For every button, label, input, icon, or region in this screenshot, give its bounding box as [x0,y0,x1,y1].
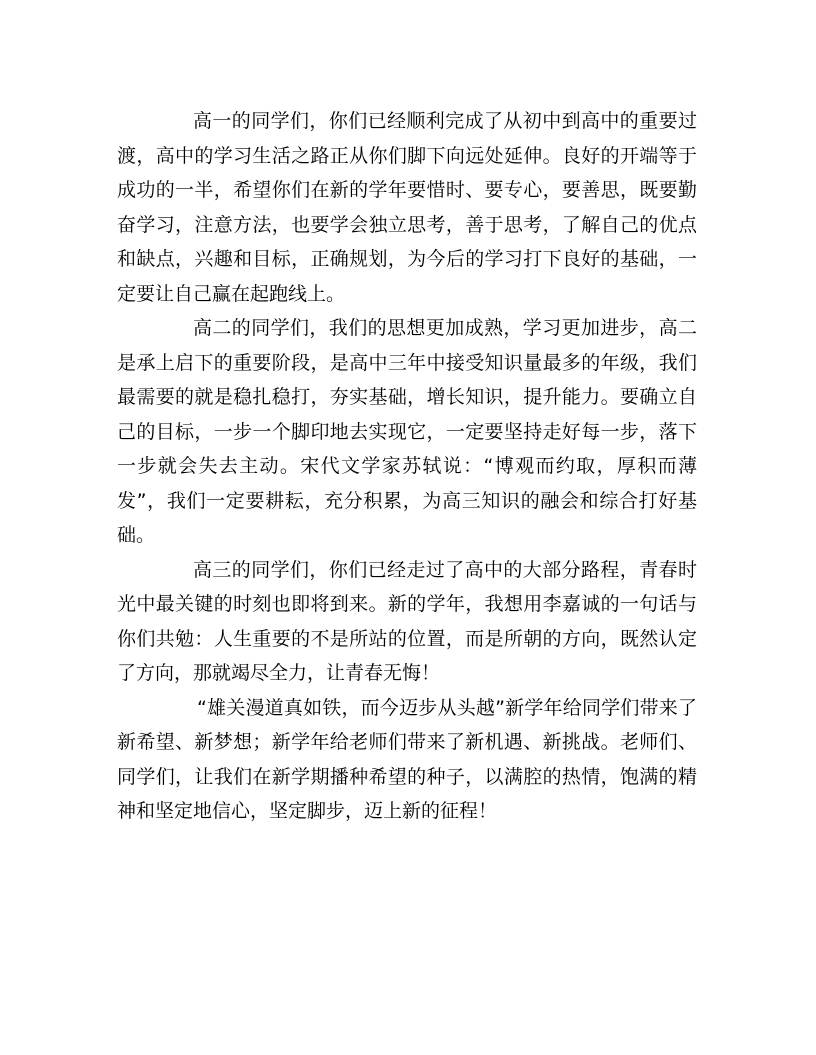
paragraph-grade-three: 高三的同学们，你们已经走过了高中的大部分路程，青春时光中最关键的时刻也即将到来。新的学年，我想用李嘉诚的一句话与你们共勉：人生重要的不是所站的位置，而是所朝的方向，既然认定了方向，那就竭尽全力，让青春无悔！ [117,558,697,684]
paragraph-grade-two: 高二的同学们，我们的思想更加成熟，学习更加进步，高二是承上启下的重要阶段，是高中三年中接受知识量最多的年级，我们最需要的就是稳扎稳打，夯实基础，增长知识，提升能力。要确立自己的目标，一步一个脚印地去实现它，一定要坚持走好每一步，落下一步就会失去主动。宋代文学家苏轼说：“博观而约取，厚积而薄发”，我们一定要耕耘，充分积累，为高三知识的融会和综合打好基础。 [117,317,697,546]
paragraph-closing: “雄关漫道真如铁，而今迈步从头越”新学年给同学们带来了新希望、新梦想；新学年给老师们带来了新机遇、新挑战。老师们、同学们，让我们在新学期播种希望的种子，以满腔的热情，饱满的精神和坚定地信心，坚定脚步，迈上新的征程！ [117,696,697,822]
paragraph-grade-one: 高一的同学们，你们已经顺利完成了从初中到高中的重要过渡，高中的学习生活之路正从你们脚下向远处延伸。良好的开端等于成功的一半，希望你们在新的学年要惜时、要专心，要善思，既要勤奋学习，注意方法，也要学会独立思考，善于思考，了解自己的优点和缺点，兴趣和目标，正确规划，为今后的学习打下良好的基础，一定要让自己赢在起跑线上。 [117,110,697,305]
document-body [117,104,697,829]
